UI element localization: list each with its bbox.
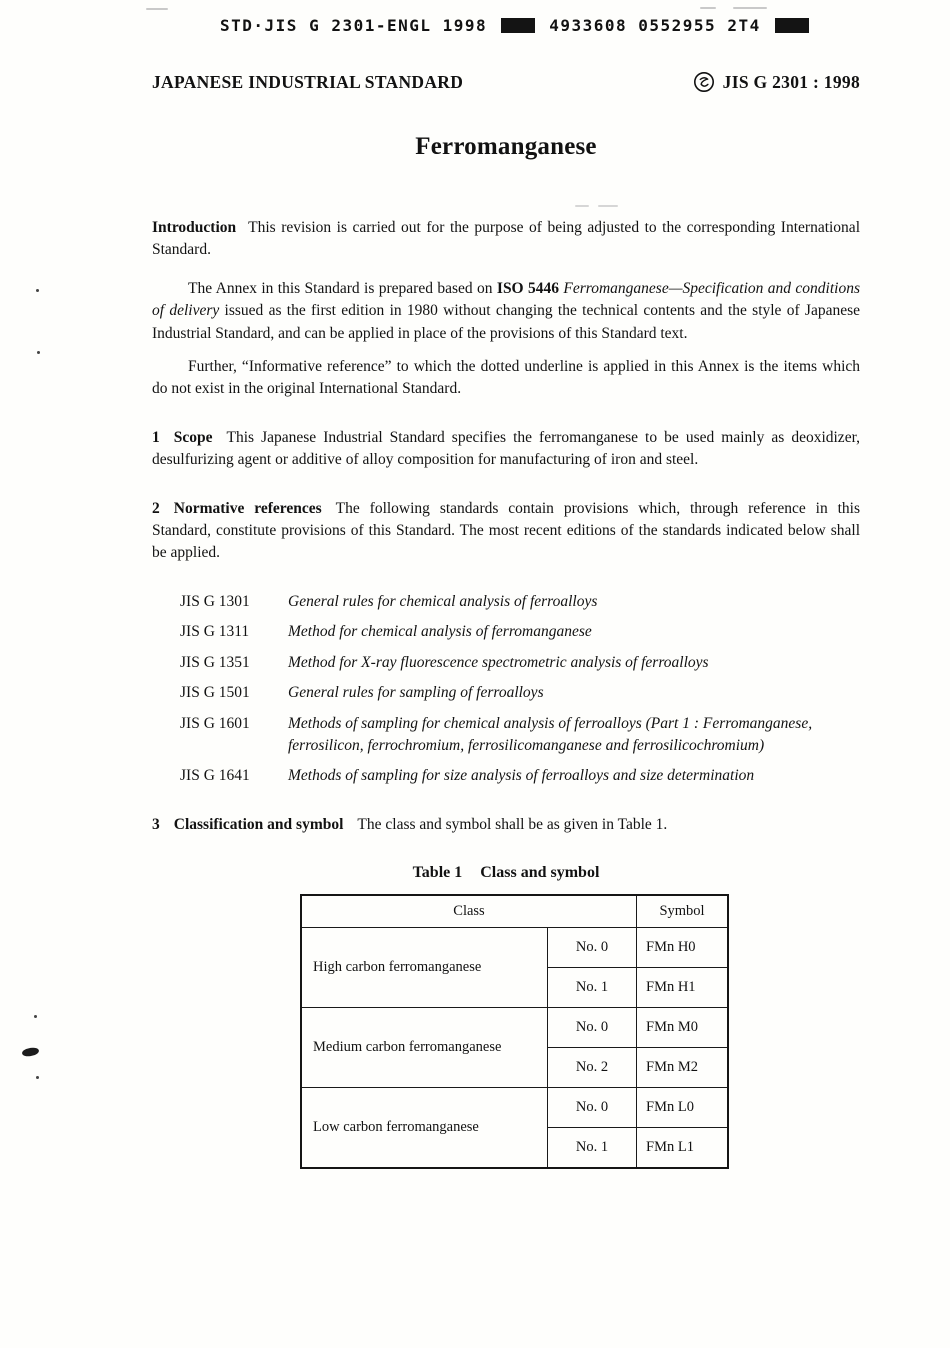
standard-code-text: STD·JIS G 2301-ENGL 1998 xyxy=(220,16,488,35)
symbol-cell: FMn M2 xyxy=(637,1048,729,1088)
annex-lead-text: The Annex in this Standard is prepared based on xyxy=(188,279,493,297)
section-number: 2 xyxy=(152,499,160,517)
annex-paragraph xyxy=(152,278,860,345)
section-heading: Classification and symbol xyxy=(173,815,344,833)
scan-artifact xyxy=(21,1047,39,1058)
reference-code: JIS G 1501 xyxy=(180,684,250,702)
table-caption-title: Class and symbol xyxy=(480,864,600,882)
symbol-cell: FMn L0 xyxy=(637,1088,729,1128)
number-cell: No. 0 xyxy=(548,928,637,968)
iso-standard-title: Ferromanganese—Specification and conditions of delivery xyxy=(152,279,861,320)
table-row xyxy=(301,1088,728,1128)
further-paragraph: Further, “Informative reference” to which the dotted underline is applied in this Annex is the items which do not exist in the original International Standard. xyxy=(152,358,860,398)
page-title: Ferromanganese xyxy=(415,133,597,160)
list-item xyxy=(180,713,860,758)
list-item xyxy=(180,652,860,674)
number-cell: No. 2 xyxy=(548,1048,637,1088)
number-cell: No. 0 xyxy=(548,1088,637,1128)
normative-reference-list xyxy=(152,591,860,788)
annex-rest-text: issued as the first edition in 1980 without changing the technical contents and the style of Japanese Industrial Standard, and can be applied in place of the provisions of this Standard text. xyxy=(152,302,860,342)
class-name-cell: Low carbon ferromanganese xyxy=(301,1088,548,1169)
scan-artifact xyxy=(36,289,39,292)
black-bar-icon xyxy=(775,18,809,33)
list-item xyxy=(180,682,860,704)
section-heading: Normative references xyxy=(173,499,322,517)
reference-title: Method for X-ray fluorescence spectrometric analysis of ferroalloys xyxy=(288,653,709,671)
table-row xyxy=(301,1008,728,1048)
scan-artifact xyxy=(733,7,767,9)
section-text: The following standards contain provisions which, through reference in this Standard, constitute provisions of this Standard. The most recent editions of the standards indicated below shall be applied. xyxy=(152,499,860,562)
introduction-paragraph xyxy=(152,217,860,262)
reference-title: General rules for chemical analysis of ferroalloys xyxy=(288,592,598,610)
symbol-cell: FMn H1 xyxy=(637,968,729,1008)
scan-artifact xyxy=(36,1076,39,1079)
section-scope xyxy=(152,427,860,472)
number-cell: No. 1 xyxy=(548,1128,637,1169)
list-item xyxy=(180,591,860,613)
reference-title: Methods of sampling for size analysis of ferroalloys and size determination xyxy=(288,767,755,785)
introduction-label: Introduction xyxy=(152,219,237,236)
section-text: This Japanese Industrial Standard specifies the ferromanganese to be used mainly as deoxidizer, desulfurizing agent or additive of alloy composition for manufacturing of iron and steel. xyxy=(152,428,860,469)
scan-artifact xyxy=(146,8,168,10)
reference-title: Methods of sampling for chemical analysis of ferroalloys (Part 1 : Ferromanganese, ferrosilicon, ferrochromium, ferrosilicomanganese and ferrosilicochromium) xyxy=(288,714,813,754)
standard-number: JIS G 2301 : 1998 xyxy=(722,71,860,92)
section-text: The class and symbol shall be as given in Table 1. xyxy=(357,815,668,833)
introduction-text: This revision is carried out for the purpose of being adjusted to the corresponding International Standard. xyxy=(152,219,860,259)
reference-code: JIS G 1641 xyxy=(180,767,250,785)
scan-artifact xyxy=(598,205,618,207)
reference-title: General rules for sampling of ferroalloys xyxy=(288,684,544,702)
table-row xyxy=(301,928,728,968)
section-number: 1 xyxy=(152,428,160,446)
section-classification xyxy=(152,814,860,836)
table-header-row xyxy=(301,895,728,928)
reference-code: JIS G 1311 xyxy=(180,623,250,641)
organization-name: JAPANESE INDUSTRIAL STANDARD xyxy=(152,71,464,92)
scan-artifact xyxy=(575,205,589,207)
symbol-cell: FMn L1 xyxy=(637,1128,729,1169)
reference-code: JIS G 1351 xyxy=(180,653,250,671)
scan-artifact xyxy=(34,1015,37,1018)
table-caption xyxy=(152,864,860,882)
class-name-cell: Medium carbon ferromanganese xyxy=(301,1008,548,1088)
document-code-line xyxy=(220,16,860,35)
symbol-cell: FMn H0 xyxy=(637,928,729,968)
reference-code: JIS G 1601 xyxy=(180,714,250,732)
column-header-class: Class xyxy=(301,895,637,928)
section-number: 3 xyxy=(152,815,160,833)
list-item xyxy=(180,621,860,643)
number-cell: No. 1 xyxy=(548,968,637,1008)
reference-title: Method for chemical analysis of ferromanganese xyxy=(288,623,592,641)
standard-header-row xyxy=(152,71,860,93)
list-item xyxy=(180,765,860,787)
number-cell: No. 0 xyxy=(548,1008,637,1048)
iso-reference: ISO 5446 xyxy=(496,279,559,297)
jis-mark-icon xyxy=(693,71,715,93)
section-normative-references xyxy=(152,498,860,565)
column-header-symbol: Symbol xyxy=(637,895,729,928)
class-name-cell: High carbon ferromanganese xyxy=(301,928,548,1008)
class-symbol-table xyxy=(300,894,729,1169)
black-bar-icon xyxy=(501,18,535,33)
scan-artifact xyxy=(37,351,40,354)
symbol-cell: FMn M0 xyxy=(637,1008,729,1048)
section-heading: Scope xyxy=(173,428,213,446)
reference-code: JIS G 1301 xyxy=(180,592,250,610)
barcode-number-text: 4933608 0552955 2T4 xyxy=(549,16,761,35)
standard-identifier xyxy=(693,71,860,93)
scan-artifact xyxy=(700,7,716,9)
table-caption-label: Table 1 xyxy=(412,864,463,882)
